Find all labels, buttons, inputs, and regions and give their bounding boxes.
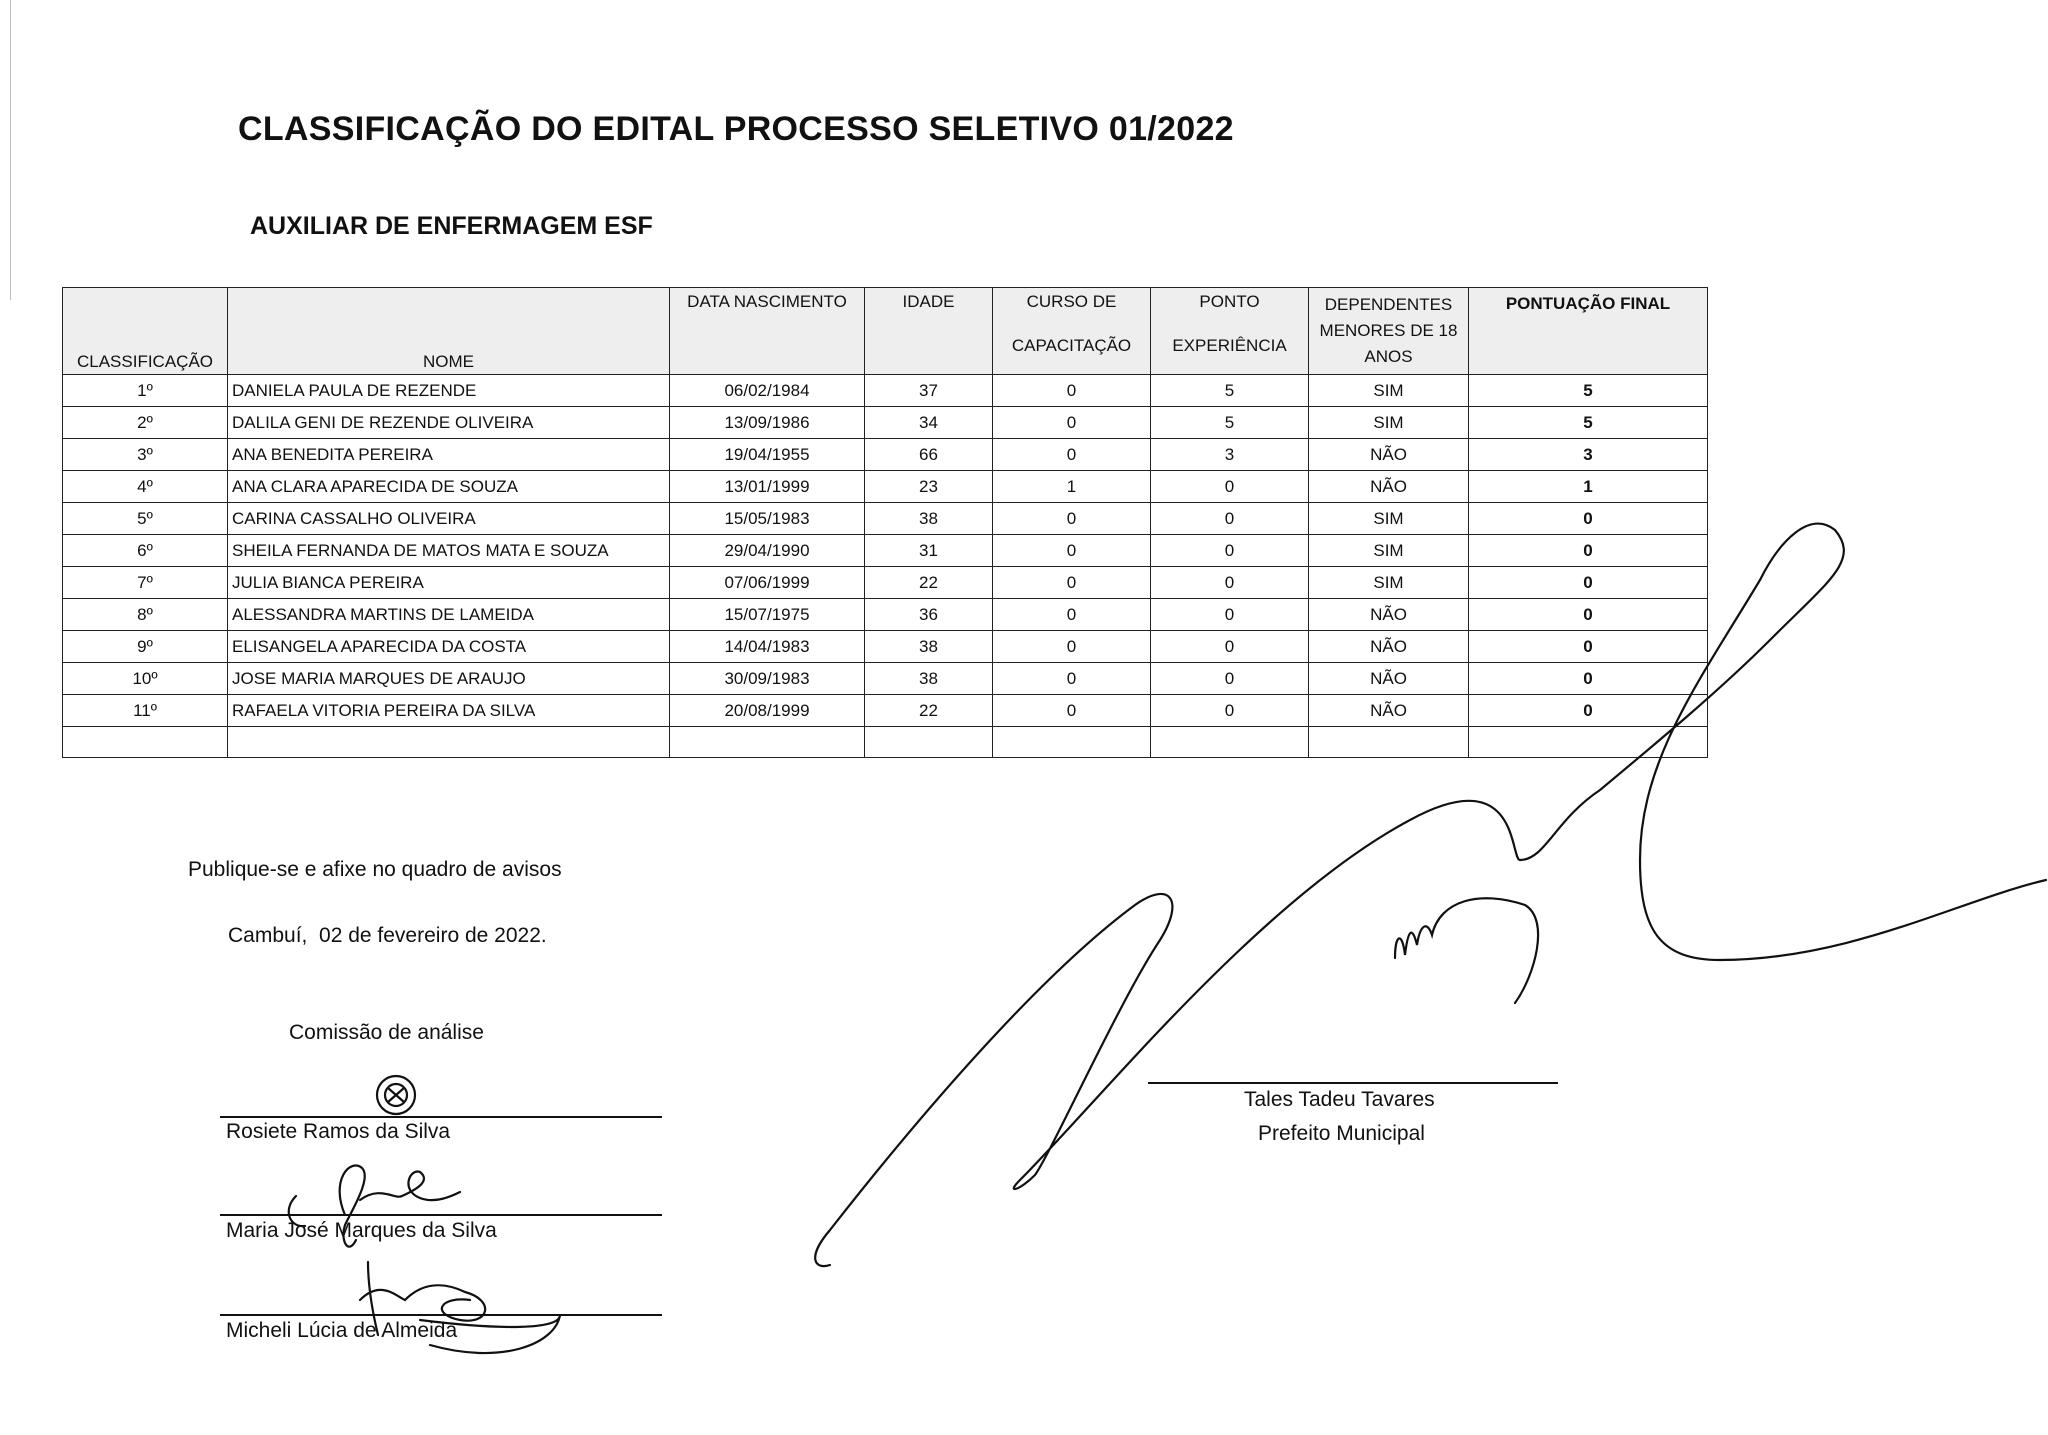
stamp-seal-icon xyxy=(377,1076,415,1114)
cell-exp: 5 xyxy=(1151,375,1309,407)
header-ponto-line2: EXPERIÊNCIA xyxy=(1172,336,1287,355)
header-nome: NOME xyxy=(228,288,670,375)
cell-exp: 3 xyxy=(1151,439,1309,471)
cell-nasc: 06/02/1984 xyxy=(670,375,865,407)
cell-nome: JULIA BIANCA PEREIRA xyxy=(228,567,670,599)
member-name-1: Rosiete Ramos da Silva xyxy=(226,1120,451,1143)
cell-curso: 0 xyxy=(993,439,1151,471)
cell-nasc: 13/01/1999 xyxy=(670,471,865,503)
cell-pos: 2º xyxy=(63,407,228,439)
cell-idade: 37 xyxy=(865,375,993,407)
cell-idade: 31 xyxy=(865,535,993,567)
header-dependentes-line2: MENORES DE 18 xyxy=(1319,321,1458,340)
cell-final: 3 xyxy=(1469,439,1708,471)
cell-exp: 0 xyxy=(1151,535,1309,567)
member-name-2: Maria José Marques da Silva xyxy=(226,1219,497,1242)
cell-nasc: 20/08/1999 xyxy=(670,695,865,727)
committee-label: Comissão de análise xyxy=(289,1021,484,1044)
publish-text: Publique-se e afixe no quadro de avisos xyxy=(188,858,562,881)
cell-exp: 0 xyxy=(1151,599,1309,631)
cell-pos: 4º xyxy=(63,471,228,503)
cell-curso: 1 xyxy=(993,471,1151,503)
cell-final: 5 xyxy=(1469,407,1708,439)
cell-final: 1 xyxy=(1469,471,1708,503)
cell-nome: SHEILA FERNANDA DE MATOS MATA E SOUZA xyxy=(228,535,670,567)
cell-idade: 38 xyxy=(865,663,993,695)
cell-pos: 11º xyxy=(63,695,228,727)
signature-micheli xyxy=(360,1262,560,1353)
header-curso-line2: CAPACITAÇÃO xyxy=(1011,336,1132,355)
document-subtitle: AUXILIAR DE ENFERMAGEM ESF xyxy=(250,212,653,240)
cell-pos: 3º xyxy=(63,439,228,471)
header-curso-line1: CURSO DE xyxy=(1026,292,1117,311)
cell-nasc: 15/07/1975 xyxy=(670,599,865,631)
cell-dep: NÃO xyxy=(1309,663,1469,695)
cell-exp: 5 xyxy=(1151,407,1309,439)
cell-pos: 10º xyxy=(63,663,228,695)
header-pontuacao-final: PONTUAÇÃO FINAL xyxy=(1469,288,1708,375)
cell-pos: 5º xyxy=(63,503,228,535)
header-idade: IDADE xyxy=(865,288,993,375)
cell-pos: 1º xyxy=(63,375,228,407)
cell-curso: 0 xyxy=(993,695,1151,727)
cell-final: 0 xyxy=(1469,567,1708,599)
cell-nasc: 07/06/1999 xyxy=(670,567,865,599)
cell-curso: 0 xyxy=(993,535,1151,567)
cell-exp: 0 xyxy=(1151,695,1309,727)
cell-idade: 36 xyxy=(865,599,993,631)
cell-dep: NÃO xyxy=(1309,695,1469,727)
cell-nome: RAFAELA VITORIA PEREIRA DA SILVA xyxy=(228,695,670,727)
mayor-role: Prefeito Municipal xyxy=(1258,1122,1425,1145)
cell-nome: JOSE MARIA MARQUES DE ARAUJO xyxy=(228,663,670,695)
cell-nasc: 13/09/1986 xyxy=(670,407,865,439)
cell-dep: NÃO xyxy=(1309,599,1469,631)
cell-curso: 0 xyxy=(993,375,1151,407)
cell-curso: 0 xyxy=(993,663,1151,695)
cell-nome: DALILA GENI DE REZENDE OLIVEIRA xyxy=(228,407,670,439)
header-dependentes-line3: ANOS xyxy=(1364,347,1413,366)
cell-final: 0 xyxy=(1469,503,1708,535)
cell-dep: SIM xyxy=(1309,503,1469,535)
cell-exp: 0 xyxy=(1151,631,1309,663)
cell-nasc: 15/05/1983 xyxy=(670,503,865,535)
cell-dep: NÃO xyxy=(1309,631,1469,663)
cell-dep: SIM xyxy=(1309,567,1469,599)
cell-dep: SIM xyxy=(1309,535,1469,567)
signature-tales xyxy=(815,524,2046,1266)
cell-exp: 0 xyxy=(1151,503,1309,535)
signature-tales-initials xyxy=(1395,898,1538,1003)
cell-final: 0 xyxy=(1469,535,1708,567)
cell-idade: 22 xyxy=(865,567,993,599)
cell-idade: 66 xyxy=(865,439,993,471)
cell-nasc: 19/04/1955 xyxy=(670,439,865,471)
cell-dep: NÃO xyxy=(1309,439,1469,471)
header-ponto-line1: PONTO xyxy=(1199,292,1260,311)
cell-idade: 34 xyxy=(865,407,993,439)
cell-exp: 0 xyxy=(1151,567,1309,599)
header-dependentes-line1: DEPENDENTES xyxy=(1324,295,1453,314)
place-date: Cambuí, 02 de fevereiro de 2022. xyxy=(228,924,547,947)
cell-curso: 0 xyxy=(993,567,1151,599)
cell-final: 0 xyxy=(1469,631,1708,663)
document-title: CLASSIFICAÇÃO DO EDITAL PROCESSO SELETIVO 01/2022 xyxy=(238,110,1234,148)
cell-nome: ALESSANDRA MARTINS DE LAMEIDA xyxy=(228,599,670,631)
cell-curso: 0 xyxy=(993,599,1151,631)
header-data-nascimento: DATA NASCIMENTO xyxy=(670,288,865,375)
cell-dep: SIM xyxy=(1309,407,1469,439)
cell-pos: 6º xyxy=(63,535,228,567)
member-name-3: Micheli Lúcia de Almeida xyxy=(226,1319,458,1342)
cell-curso: 0 xyxy=(993,631,1151,663)
cell-idade: 23 xyxy=(865,471,993,503)
cell-dep: NÃO xyxy=(1309,471,1469,503)
cell-nome: ANA BENEDITA PEREIRA xyxy=(228,439,670,471)
cell-nome: DANIELA PAULA DE REZENDE xyxy=(228,375,670,407)
cell-nasc: 29/04/1990 xyxy=(670,535,865,567)
cell-idade: 38 xyxy=(865,631,993,663)
cell-pos: 7º xyxy=(63,567,228,599)
cell-curso: 0 xyxy=(993,503,1151,535)
cell-pos: 8º xyxy=(63,599,228,631)
cell-final: 0 xyxy=(1469,599,1708,631)
cell-final: 5 xyxy=(1469,375,1708,407)
cell-nome: ANA CLARA APARECIDA DE SOUZA xyxy=(228,471,670,503)
cell-final: 0 xyxy=(1469,663,1708,695)
cell-curso: 0 xyxy=(993,407,1151,439)
cell-nome: CARINA CASSALHO OLIVEIRA xyxy=(228,503,670,535)
mayor-name: Tales Tadeu Tavares xyxy=(1244,1088,1435,1111)
signature-maria xyxy=(289,1166,460,1247)
cell-exp: 0 xyxy=(1151,663,1309,695)
cell-final: 0 xyxy=(1469,695,1708,727)
cell-idade: 22 xyxy=(865,695,993,727)
cell-nasc: 14/04/1983 xyxy=(670,631,865,663)
cell-idade: 38 xyxy=(865,503,993,535)
cell-dep: SIM xyxy=(1309,375,1469,407)
cell-pos: 9º xyxy=(63,631,228,663)
header-classificacao: CLASSIFICAÇÃO xyxy=(63,288,228,375)
cell-nome: ELISANGELA APARECIDA DA COSTA xyxy=(228,631,670,663)
cell-exp: 0 xyxy=(1151,471,1309,503)
cell-nasc: 30/09/1983 xyxy=(670,663,865,695)
